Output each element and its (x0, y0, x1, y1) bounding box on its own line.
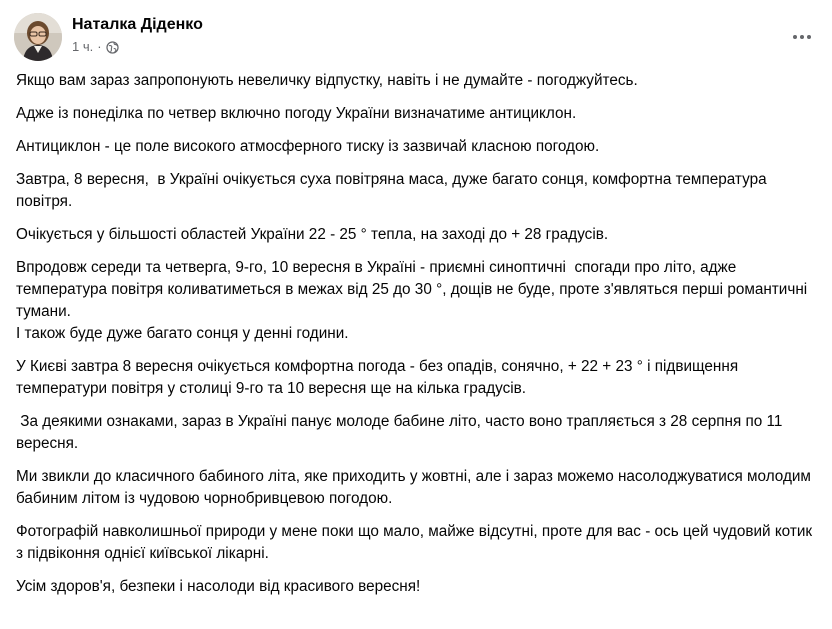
post-paragraph: Антициклон - це поле високого атмосферного тиску із зазвичай класною погодою. (16, 138, 600, 155)
post-paragraph: Усім здоров'я, безпеки і насолоди від красивого вересня! (16, 578, 421, 595)
post-paragraph: Завтра, 8 вересня, в Україні очікується суха повітряна маса, дуже багато сонця, комфортна температура повітря. (16, 171, 771, 210)
post-meta (72, 38, 119, 56)
post-paragraph: Фотографій навколишньої природи у мене поки що мало, майже відсутні, проте для вас - ось цей чудовий котик з підвіконня однієї київської лікарні. (16, 523, 817, 562)
post-paragraph: Ми звикли до класичного бабиного літа, яке приходить у жовтні, але і зараз можемо насолоджуватися молодим бабиним літом із чудовою чорнобривцевою погодою. (16, 468, 816, 507)
avatar-image (14, 13, 62, 61)
post-text (16, 70, 816, 609)
post-time[interactable]: 1 ч. (72, 39, 94, 54)
post-paragraph: Якщо вам зараз запропонують невеличку відпустку, навіть і не думайте - погоджуйтесь. (16, 72, 638, 89)
post-paragraph: У Києві завтра 8 вересня очікується комфортна погода - без опадів, сонячно, + 22 + 23 ° і підвищення температури повітря у столиці 9-го та 10 вересня ще на кілька градусів. (16, 358, 743, 397)
post-paragraph: За деякими ознаками, зараз в Україні панує молоде бабине літо, часто воно трапляється з 28 серпня по 11 вересня. (16, 413, 787, 452)
author-name[interactable]: Наталка Діденко (72, 16, 203, 33)
post-paragraph: Впродовж середи та четверга, 9-го, 10 вересня в Україні - приємні синоптичні спогади про літо, адже температура повітря коливатиметься в межах від 25 до 30 °, дощів не буде, проте з'являться перші романтичні тумани. І також буде дуже багато сонця у денні години. (16, 259, 808, 342)
post-header (14, 13, 818, 63)
avatar[interactable] (14, 13, 62, 61)
more-options-button[interactable] (786, 21, 818, 53)
globe-icon[interactable] (106, 41, 119, 54)
meta-separator: · (97, 39, 102, 54)
post-paragraph: Адже із понеділка по четвер включно погоду України визначатиме антициклон. (16, 105, 577, 122)
more-horizontal-icon (792, 34, 812, 40)
post-paragraph: Очікується у більшості областей України 22 - 25 ° тепла, на заході до + 28 градусів. (16, 226, 609, 243)
